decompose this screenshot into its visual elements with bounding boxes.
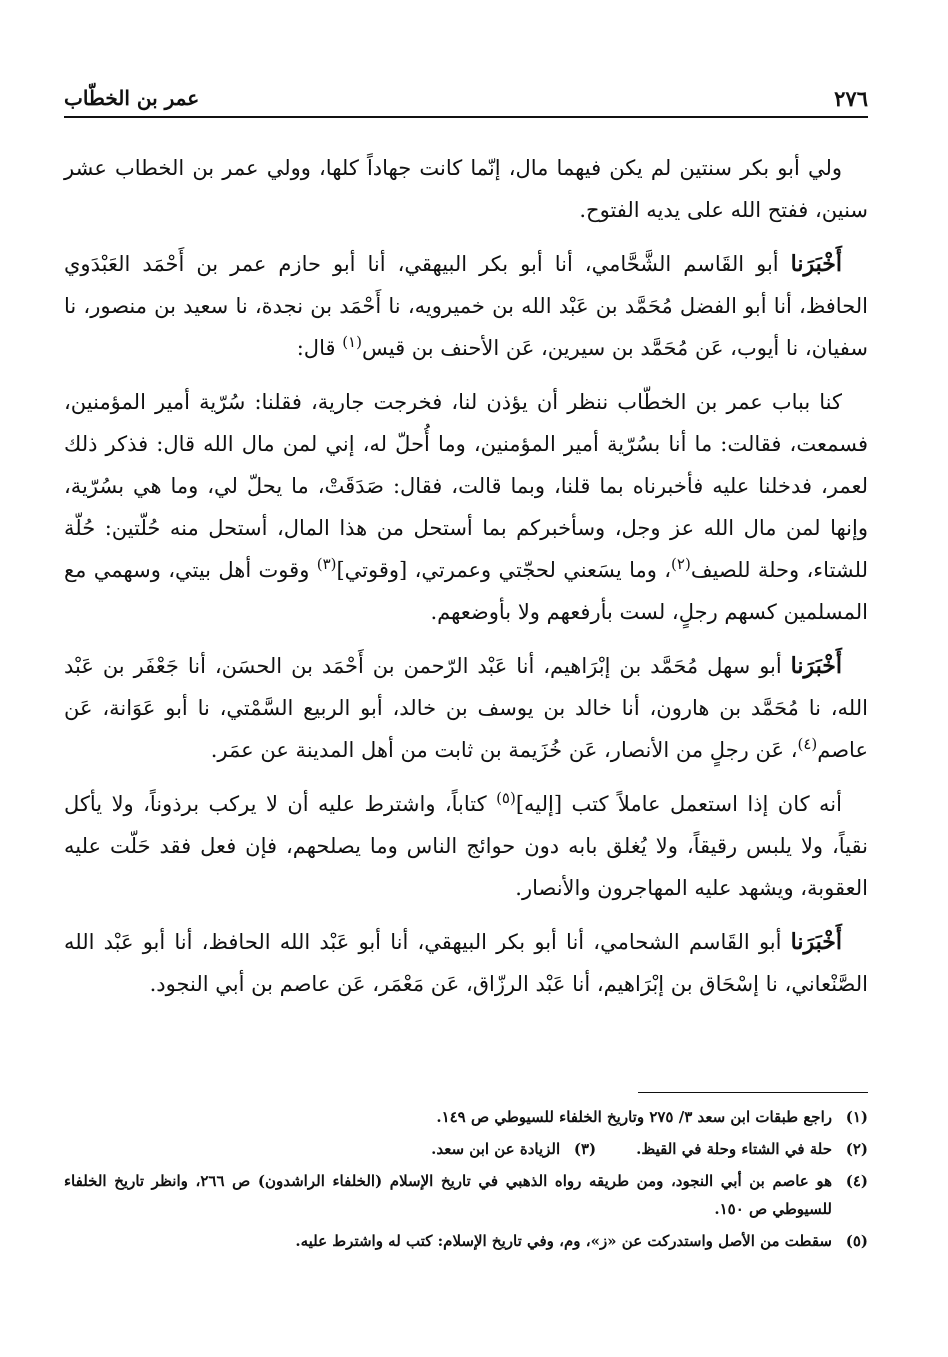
paragraph-text: أبو القَاسم الشَّحَّامي، أنا أبو بكر البيهقي، أنا أبو حازم عمر بن أَحْمَد العَبْدَوي الحافظ، أنا أبو الفضل مُحَمَّد بن عَبْد الله بن خميرويه، نا أَحْمَد بن نجدة، نا سعيد بن منصور، نا سفيان، نا أيوب، عَن مُحَمَّد بن سيرين، عَن الأحنف بن قيس	[64, 252, 868, 360]
footnote-ref[interactable]: (٥)	[496, 789, 516, 807]
footnote-ref[interactable]: (٣)	[316, 555, 337, 573]
footnote-divider	[638, 1092, 868, 1093]
isnad-lead: أَخْبَرَنا	[790, 251, 842, 277]
footnote-text: الزيادة عن ابن سعد.	[431, 1140, 561, 1158]
footnote-1	[64, 1103, 868, 1131]
footnote-text: سقطت من الأصل واستدركت عن «ز»، وم، وفي تاريخ الإسلام: كتب له واشترط عليه.	[295, 1232, 832, 1250]
footnote-number: (٣)	[573, 1140, 597, 1158]
paragraph-text: كنا بباب عمر بن الخطّاب ننظر أن يؤذن لنا، فخرجت جارية، فقلنا: سُرّية أمير المؤمنين، فسمعت، فقالت: ما أنا بسُرّية أمير المؤمنين، وما أُحلّ له، إني لمن مال الله قال: فذكر ذلك لعمر، فدخلنا عليه فأخبرناه بما قلنا، وبما قالت، فقال: صَدَقَتْ، ما يحلّ لي، وما هي بسُرّية، وإنها لمن مال الله عز وجل، وسأخبركم بما أستحل من هذا المال، أستحل منه حُلّتين: حُلّة للشتاء، وحلة للصيف	[64, 390, 868, 582]
paragraph	[64, 783, 868, 909]
main-text	[64, 147, 868, 1017]
paragraph-tail: ، عَن رجلٍ من الأنصار، عَن خُزَيمة بن ثابت من أهل المدينة عن عمَر.	[210, 738, 798, 762]
running-title: عمر بن الخطّاب	[64, 86, 200, 110]
paragraph	[64, 381, 868, 633]
footnote-3	[431, 1135, 596, 1163]
page-number: ٢٧٦	[834, 85, 868, 111]
paragraph-tail: ، وما يسَعني لحجّتي وعمرتي، [وقوتي]	[336, 558, 672, 582]
footnote-ref[interactable]: (٢)	[671, 555, 691, 573]
footnote-number: (٥)	[845, 1232, 868, 1250]
footnote-4	[64, 1167, 868, 1223]
footnotes	[64, 1103, 868, 1259]
paragraph-text: ولي أبو بكر سنتين لم يكن فيهما مال، إنّما كانت جهاداً كلها، وولي عمر بن الخطاب عشر سنين، ففتح الله على يديه الفتوح.	[64, 156, 868, 222]
footnote-row-2-3	[64, 1135, 868, 1163]
paragraph-text: أبو القَاسم الشحامي، أنا أبو بكر البيهقي، أنا أبو عَبْد الله الحافظ، أنا أبو عَبْد الله الصَّنْعاني، نا إسْحَاق بن إبْرَاهيم، أنا عَبْد الرزّاق، عَن مَعْمَر، عَن عاصم بن أبي النجود.	[64, 930, 868, 996]
isnad-lead: أَخْبَرَنا	[790, 653, 842, 679]
footnote-number: (٢)	[845, 1140, 868, 1158]
footnote-5	[64, 1227, 868, 1255]
footnote-text: راجع طبقات ابن سعد ٣/ ٢٧٥ وتاريخ الخلفاء للسيوطي ص ١٤٩.	[436, 1108, 832, 1126]
paragraph	[64, 645, 868, 771]
footnote-ref[interactable]: (٤)	[797, 735, 818, 753]
footnote-ref[interactable]: (١)	[342, 333, 362, 351]
paragraph-tail: قال:	[296, 336, 343, 360]
footnote-number: (١)	[845, 1108, 868, 1126]
paragraph-text: أبو سهل مُحَمَّد بن إبْرَاهيم، أنا عَبْد الرّحمن بن أَحْمَد بن الحسَن، أنا جَعْفَر بن عَبْد الله، نا مُحَمَّد بن هارون، أنا خالد بن يوسف بن خالد، أبو الربيع السَّمْتي، نا أبو عَوَانة، عَن عاصم	[64, 654, 868, 762]
footnote-number: (٤)	[845, 1172, 868, 1190]
paragraph-tail: كتاباً، واشترط عليه أن لا يركب برذوناً، ولا يأكل نقياً، ولا يلبس رقيقاً، ولا يُغلق بابه دون حوائج الناس وما يصلحهم، فإن فعل فقد حَلّت عليه العقوبة، ويشهد عليه المهاجرون والأنصار.	[64, 792, 868, 900]
paragraph-tail: وقوت أهل بيتي، وسهمي مع المسلمين كسهم رجلٍ، لست بأرفعهم ولا بأوضعهم.	[64, 558, 868, 624]
footnote-text: حلة في الشتاء وحلة في القيظ.	[636, 1140, 832, 1158]
paragraph-text: أنه كان إذا استعمل عاملاً كتب [إليه]	[515, 792, 842, 816]
paragraph	[64, 921, 868, 1005]
paragraph	[64, 147, 868, 231]
paragraph	[64, 243, 868, 369]
isnad-lead: أَخْبَرَنا	[790, 929, 842, 955]
page-header	[64, 80, 868, 118]
footnote-2	[636, 1135, 868, 1163]
footnote-text: هو عاصم بن أبي النجود، ومن طريقه رواه الذهبي في تاريخ الإسلام (الخلفاء الراشدون) ص ٢٦٦، وانظر تاريخ الخلفاء للسيوطي ص ١٥٠.	[64, 1172, 832, 1218]
